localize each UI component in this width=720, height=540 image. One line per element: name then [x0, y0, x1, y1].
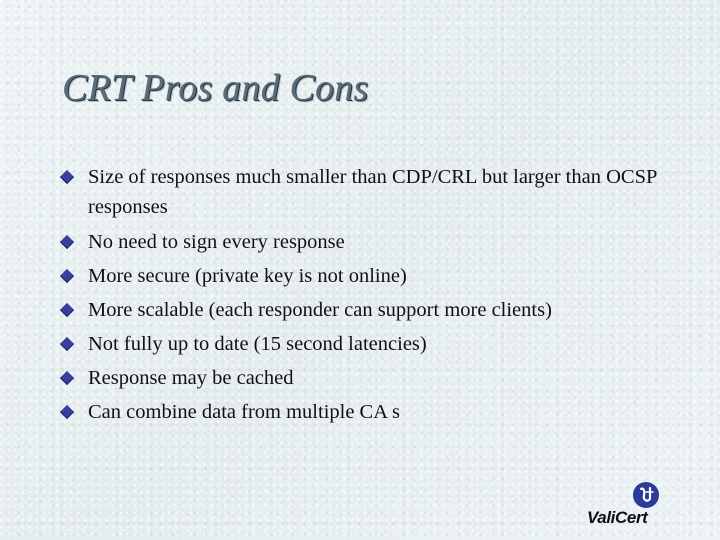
diamond-bullet-icon [60, 235, 74, 249]
bullet-item [62, 162, 672, 222]
bullet-text: No need to sign every response [88, 231, 345, 253]
diamond-bullet-icon [60, 405, 74, 419]
bullet-text: Size of responses much smaller than CDP/CRL but larger than OCSP responses [88, 166, 657, 218]
bullet-text: Not fully up to date (15 second latencies) [88, 333, 427, 355]
bullet-item [62, 293, 672, 327]
diamond-bullet-icon [60, 371, 74, 385]
bullet-item [62, 395, 672, 429]
bullet-text: Can combine data from multiple CA s [88, 401, 401, 423]
bullet-list [62, 162, 672, 429]
diamond-bullet-icon [60, 269, 74, 283]
bullet-text: Response may be cached [88, 367, 294, 389]
logo-text: ValiCert [587, 508, 648, 527]
slide-title: CRT Pros and Cons [62, 67, 369, 109]
bullet-item [62, 259, 672, 293]
bullet-item [62, 327, 672, 361]
diamond-bullet-icon [60, 337, 74, 351]
bullet-text: More scalable (each responder can support more clients) [88, 299, 552, 321]
bullet-text: More secure (private key is not online) [88, 265, 407, 287]
diamond-bullet-icon [60, 170, 74, 184]
diamond-bullet-icon [60, 303, 74, 317]
valicert-logo-mark-icon [633, 482, 659, 508]
bullet-item [62, 225, 672, 259]
bullet-item [62, 361, 672, 395]
valicert-logo [587, 480, 671, 530]
